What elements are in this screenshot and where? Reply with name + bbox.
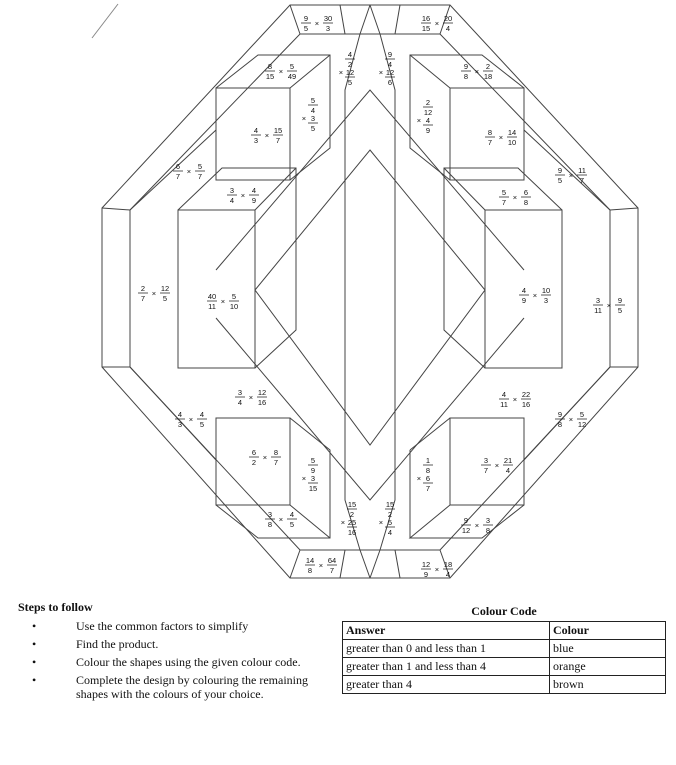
times-sign: × <box>188 415 194 424</box>
numerator: 5 <box>197 162 203 171</box>
numerator: 21 <box>503 456 513 465</box>
denominator: 7 <box>175 172 181 181</box>
denominator: 7 <box>483 466 489 475</box>
step-item: • Colour the shapes using the given colour code. <box>32 655 301 669</box>
times-sign: × <box>512 395 518 404</box>
denominator: 49 <box>287 72 297 81</box>
times-sign: × <box>498 133 504 142</box>
steps-list <box>18 619 308 701</box>
numerator: 6 <box>523 188 529 197</box>
inner-octagon <box>130 34 610 550</box>
numerator: 5 <box>310 456 316 465</box>
fraction-expression <box>379 500 395 537</box>
denominator: 7 <box>197 172 203 181</box>
table-row: greater than 1 and less than 4 orange <box>343 658 666 676</box>
numerator: 3 <box>229 186 235 195</box>
colour-code-title: Colour Code <box>471 604 537 618</box>
fraction-expression <box>499 188 531 207</box>
denominator: 5 <box>310 124 316 133</box>
denominator: 4 <box>445 570 451 579</box>
times-sign: × <box>568 415 574 424</box>
times-sign: × <box>494 461 500 470</box>
numerator: 22 <box>521 390 531 399</box>
denominator: 3 <box>325 24 331 33</box>
fraction-expression <box>207 292 239 311</box>
denominator: 8 <box>523 198 529 207</box>
numerator: 4 <box>289 510 295 519</box>
times-sign: × <box>434 565 440 574</box>
times-sign: × <box>240 191 246 200</box>
denominator: 7 <box>140 294 146 303</box>
fraction-expression <box>301 14 333 33</box>
denominator: 8 <box>485 526 491 535</box>
times-sign: × <box>151 289 157 298</box>
numerator: 6 <box>175 162 181 171</box>
times-sign: × <box>416 116 422 125</box>
fraction-expression <box>302 456 318 493</box>
numerator: 2 <box>425 98 431 107</box>
denominator: 5 <box>557 176 563 185</box>
denominator: 7 <box>487 138 493 147</box>
times-sign: × <box>264 131 270 140</box>
numerator: 40 <box>207 292 217 301</box>
denominator: 2 <box>347 60 353 69</box>
denominator: 7 <box>579 176 585 185</box>
times-sign: × <box>416 474 422 483</box>
numerator: 30 <box>323 14 333 23</box>
denominator: 5 <box>347 78 353 87</box>
numerator: 5 <box>387 518 393 527</box>
table-header-row <box>343 622 666 640</box>
denominator: 15 <box>421 24 431 33</box>
table-row: greater than 0 and less than 1 blue <box>343 640 666 658</box>
denominator: 11 <box>594 306 602 315</box>
numerator: 12 <box>385 68 395 77</box>
fraction-expression <box>227 186 259 205</box>
denominator: 9 <box>310 466 316 475</box>
steps-title: Steps to follow <box>18 600 93 614</box>
numerator: 3 <box>310 114 316 123</box>
times-sign: × <box>532 291 538 300</box>
denominator: 5 <box>617 306 623 315</box>
denominator: 7 <box>273 458 279 467</box>
denominator: 8 <box>267 520 273 529</box>
fraction-expression <box>302 96 318 133</box>
denominator: 5 <box>289 520 295 529</box>
numerator: 2 <box>485 62 491 71</box>
denominator: 3 <box>253 136 259 145</box>
times-sign: × <box>301 474 307 483</box>
numerator: 18 <box>443 560 453 569</box>
denominator: 9 <box>251 196 257 205</box>
numerator: 15 <box>347 500 357 509</box>
numerator: 9 <box>463 516 469 525</box>
fraction-expression <box>461 62 493 81</box>
times-sign: × <box>314 19 320 28</box>
fraction-expression <box>265 510 297 529</box>
fraction-expression <box>175 410 207 429</box>
numerator: 8 <box>267 62 273 71</box>
denominator: 4 <box>237 398 243 407</box>
numerator: 4 <box>425 116 431 125</box>
denominator: 5 <box>199 420 205 429</box>
times-sign: × <box>278 515 284 524</box>
fraction-expression <box>173 162 205 181</box>
fraction-expression <box>249 448 281 467</box>
fraction-expression <box>555 410 587 429</box>
fraction-expression <box>305 556 337 575</box>
denominator: 2 <box>387 510 393 519</box>
fraction-expression <box>421 560 453 579</box>
outer-octagon <box>102 5 638 578</box>
spine-left <box>345 5 370 578</box>
times-sign: × <box>378 518 384 527</box>
colour-code-table <box>342 621 666 694</box>
numerator: 5 <box>579 410 585 419</box>
times-sign: × <box>338 68 344 77</box>
numerator: 12 <box>257 388 267 397</box>
numerator: 11 <box>578 166 586 175</box>
spine-right <box>370 5 395 578</box>
numerator: 9 <box>303 14 309 23</box>
denominator: 12 <box>423 108 433 117</box>
times-sign: × <box>278 67 284 76</box>
times-sign: × <box>301 114 307 123</box>
fraction-expression <box>265 62 297 81</box>
denominator: 10 <box>507 138 517 147</box>
numerator: 5 <box>231 292 237 301</box>
denominator: 4 <box>387 528 393 537</box>
denominator: 12 <box>577 420 587 429</box>
denominator: 9 <box>423 570 429 579</box>
numerator: 4 <box>347 50 353 59</box>
numerator: 12 <box>345 68 355 77</box>
numerator: 9 <box>617 296 623 305</box>
times-sign: × <box>378 68 384 77</box>
denominator: 3 <box>543 296 549 305</box>
numerator: 16 <box>421 14 431 23</box>
denominator: 8 <box>557 420 563 429</box>
numerator: 25 <box>347 518 357 527</box>
colour-code-section <box>342 604 666 694</box>
fraction-expression <box>485 128 517 147</box>
fraction-expression <box>417 98 433 135</box>
numerator: 3 <box>483 456 489 465</box>
denominator: 9 <box>425 126 431 135</box>
numerator: 9 <box>387 50 393 59</box>
times-sign: × <box>220 297 226 306</box>
denominator: 16 <box>347 528 357 537</box>
numerator: 1 <box>425 456 431 465</box>
times-sign: × <box>512 193 518 202</box>
numerator: 14 <box>507 128 517 137</box>
numerator: 6 <box>251 448 257 457</box>
numerator: 9 <box>557 166 563 175</box>
denominator: 2 <box>251 458 257 467</box>
denominator: 11 <box>500 400 508 409</box>
times-sign: × <box>318 561 324 570</box>
numerator: 6 <box>425 474 431 483</box>
fraction-expression <box>417 456 433 493</box>
numerator: 3 <box>310 474 316 483</box>
denominator: 10 <box>229 302 239 311</box>
times-sign: × <box>248 393 254 402</box>
numerator: 8 <box>273 448 279 457</box>
denominator: 3 <box>177 420 183 429</box>
times-sign: × <box>340 518 346 527</box>
numerator: 10 <box>541 286 551 295</box>
denominator: 7 <box>275 136 281 145</box>
denominator: 5 <box>162 294 168 303</box>
fraction-labels <box>138 14 625 579</box>
numerator: 64 <box>327 556 337 565</box>
times-sign: × <box>434 19 440 28</box>
fraction-expression <box>461 516 493 535</box>
fraction-expression <box>341 500 357 537</box>
times-sign: × <box>606 301 612 310</box>
denominator: 16 <box>521 400 531 409</box>
numerator: 12 <box>421 560 431 569</box>
numerator: 9 <box>463 62 469 71</box>
numerator: 3 <box>595 296 601 305</box>
times-sign: × <box>568 171 574 180</box>
fraction-expression <box>593 296 625 315</box>
fraction-expression <box>555 166 587 185</box>
numerator: 20 <box>443 14 453 23</box>
corner-connectors <box>102 5 638 578</box>
numerator: 12 <box>160 284 170 293</box>
denominator: 5 <box>303 24 309 33</box>
denominator: 8 <box>307 566 313 575</box>
numerator: 15 <box>273 126 283 135</box>
answer-header: Answer <box>343 622 550 640</box>
denominator: 7 <box>425 484 431 493</box>
numerator: 3 <box>237 388 243 397</box>
step-item: • Complete the design by colouring the remaining shapes with the colours of your choice. <box>32 673 308 701</box>
numerator: 9 <box>557 410 563 419</box>
denominator: 4 <box>310 106 316 115</box>
fraction-expression <box>481 456 513 475</box>
numerator: 4 <box>199 410 205 419</box>
numerator: 8 <box>487 128 493 137</box>
denominator: 9 <box>521 296 527 305</box>
times-sign: × <box>262 453 268 462</box>
denominator: 6 <box>387 78 393 87</box>
denominator: 12 <box>461 526 471 535</box>
denominator: 15 <box>308 484 318 493</box>
denominator: 8 <box>463 72 469 81</box>
pencil-stroke <box>92 4 118 38</box>
denominator: 2 <box>349 510 355 519</box>
numerator: 5 <box>501 188 507 197</box>
times-sign: × <box>186 167 192 176</box>
lower-arrow <box>216 318 524 500</box>
denominator: 15 <box>265 72 275 81</box>
numerator: 4 <box>253 126 259 135</box>
numerator: 5 <box>310 96 316 105</box>
denominator: 4 <box>445 24 451 33</box>
denominator: 11 <box>208 302 216 311</box>
denominator: 4 <box>505 466 511 475</box>
times-sign: × <box>474 67 480 76</box>
numerator: 3 <box>485 516 491 525</box>
numerator: 4 <box>251 186 257 195</box>
numerator: 2 <box>140 284 146 293</box>
central-diamond <box>255 150 485 445</box>
denominator: 18 <box>483 72 493 81</box>
numerator: 4 <box>521 286 527 295</box>
denominator: 8 <box>425 466 431 475</box>
step-item: • Find the product. <box>32 637 159 651</box>
table-row: greater than 4 brown <box>343 676 666 694</box>
step-item: • Use the common factors to simplify <box>32 619 249 633</box>
numerator: 3 <box>267 510 273 519</box>
denominator: 4 <box>387 60 393 69</box>
numerator: 4 <box>501 390 507 399</box>
fraction-expression <box>251 126 283 145</box>
numerator: 14 <box>305 556 315 565</box>
numerator: 15 <box>385 500 395 509</box>
steps-section <box>18 600 308 705</box>
fraction-expression <box>421 14 453 33</box>
edge-dividers <box>340 5 400 578</box>
fraction-expression <box>235 388 267 407</box>
fraction-expression <box>499 390 531 409</box>
denominator: 4 <box>229 196 235 205</box>
denominator: 16 <box>257 398 267 407</box>
numerator: 4 <box>177 410 183 419</box>
colour-header: Colour <box>550 622 666 640</box>
fraction-expression <box>519 286 551 305</box>
times-sign: × <box>474 521 480 530</box>
fraction-expression <box>138 284 170 303</box>
denominator: 7 <box>329 566 335 575</box>
numerator: 5 <box>289 62 295 71</box>
denominator: 7 <box>501 198 507 207</box>
